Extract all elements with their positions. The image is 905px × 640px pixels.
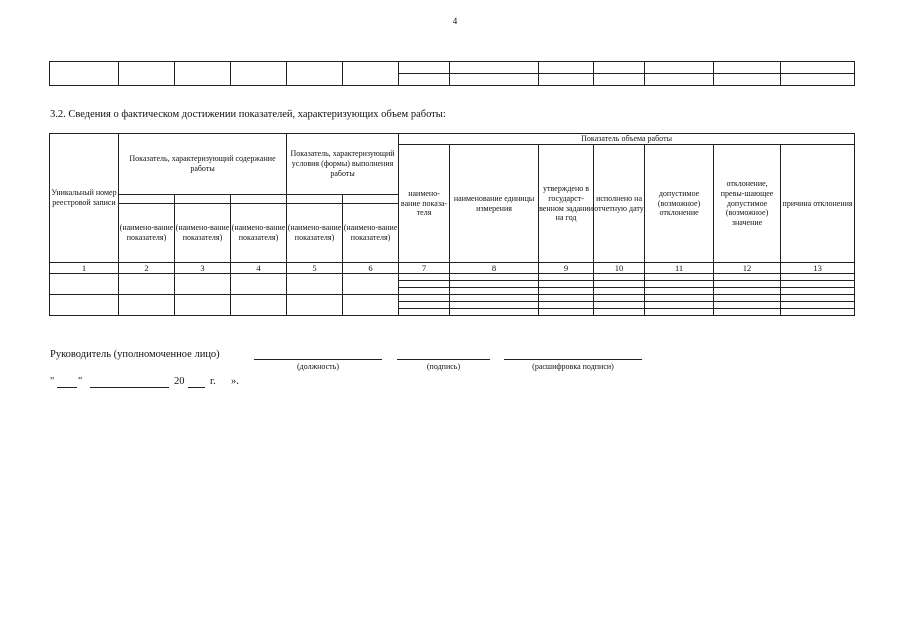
table-cell xyxy=(119,274,175,295)
table-cell xyxy=(231,295,287,316)
table-cell xyxy=(594,74,645,86)
table-cell xyxy=(231,274,287,295)
table-cell xyxy=(781,281,855,288)
table-cell xyxy=(781,288,855,295)
table-cell xyxy=(714,74,781,86)
table-cell xyxy=(539,295,594,302)
table-row xyxy=(50,295,855,302)
date-close-quote: " xyxy=(78,376,83,387)
position-caption: (должность) xyxy=(297,362,339,371)
header-subname: (наимено-вание показателя) xyxy=(287,204,343,263)
date-open-quote: " xyxy=(50,376,55,387)
date-year-prefix: 20 xyxy=(174,376,185,387)
table-cell xyxy=(119,195,175,204)
header-col12: отклонение, превы-шающее допустимое (возможное) значение xyxy=(714,145,781,263)
table-cell xyxy=(450,302,539,309)
column-number-row xyxy=(50,263,855,274)
date-month-line[interactable] xyxy=(90,387,169,388)
table-cell xyxy=(231,195,287,204)
table-cell xyxy=(450,309,539,316)
table-cell xyxy=(645,62,714,74)
table-cell xyxy=(231,62,287,86)
table-cell xyxy=(645,302,714,309)
table-cell xyxy=(50,295,119,316)
continuation-table xyxy=(49,61,855,86)
table-cell xyxy=(287,62,343,86)
date-day-line[interactable] xyxy=(57,387,77,388)
table-cell xyxy=(539,302,594,309)
table-cell xyxy=(714,295,781,302)
table-cell xyxy=(399,281,450,288)
table-cell xyxy=(399,302,450,309)
table-cell xyxy=(645,288,714,295)
table-cell xyxy=(714,62,781,74)
table-cell xyxy=(645,281,714,288)
column-number: 9 xyxy=(539,263,594,274)
column-number: 1 xyxy=(50,263,119,274)
column-number: 2 xyxy=(119,263,175,274)
table-cell xyxy=(781,74,855,86)
table-cell xyxy=(450,295,539,302)
table-cell xyxy=(450,281,539,288)
table-cell xyxy=(399,74,450,86)
section-title: 3.2. Сведения о фактическом достижении показателей, характеризующих объем работы: xyxy=(50,109,446,120)
table-cell xyxy=(287,274,343,295)
work-volume-table xyxy=(49,133,855,316)
table-cell xyxy=(714,274,781,281)
position-line[interactable] xyxy=(254,359,382,360)
table-cell xyxy=(781,274,855,281)
header-subname: (наимено-вание показателя) xyxy=(343,204,399,263)
table-header-row xyxy=(50,134,855,145)
table-cell xyxy=(343,295,399,316)
table-cell xyxy=(594,295,645,302)
table-cell xyxy=(781,295,855,302)
column-number: 3 xyxy=(175,263,231,274)
table-cell xyxy=(714,281,781,288)
table-cell xyxy=(781,302,855,309)
table-cell xyxy=(175,62,231,86)
header-volume-group: Показатель объема работы xyxy=(399,134,855,145)
table-cell xyxy=(781,309,855,316)
column-number: 8 xyxy=(450,263,539,274)
signature-caption: (подпись) xyxy=(426,362,461,371)
table-cell xyxy=(645,295,714,302)
table-cell xyxy=(175,295,231,316)
table-cell xyxy=(539,288,594,295)
table-cell xyxy=(119,62,175,86)
table-cell xyxy=(539,62,594,74)
table-cell xyxy=(539,281,594,288)
table-cell xyxy=(594,288,645,295)
column-number: 4 xyxy=(231,263,287,274)
header-col7: наимено-вание показа-теля xyxy=(399,145,450,263)
table-cell xyxy=(539,309,594,316)
date-year-line[interactable] xyxy=(188,387,205,388)
table-cell xyxy=(645,309,714,316)
header-col11: допустимое (возможное) отклонение xyxy=(645,145,714,263)
table-cell xyxy=(594,274,645,281)
column-number: 5 xyxy=(287,263,343,274)
page-number: 4 xyxy=(452,16,458,26)
table-cell xyxy=(287,295,343,316)
header-unique-number: Уникальный номер реестровой записи xyxy=(50,134,119,263)
column-number: 11 xyxy=(645,263,714,274)
table-cell xyxy=(50,62,119,86)
table-cell xyxy=(714,309,781,316)
signature-line[interactable] xyxy=(397,359,490,360)
column-number: 12 xyxy=(714,263,781,274)
header-subname: (наимено-вание показателя) xyxy=(119,204,175,263)
table-cell xyxy=(343,195,399,204)
decoding-caption: (расшифровка подписи) xyxy=(532,362,614,371)
table-cell xyxy=(399,274,450,281)
table-cell xyxy=(645,74,714,86)
table-cell xyxy=(119,295,175,316)
header-col9: утверждено в государст-венном задании на год xyxy=(539,145,594,263)
table-cell xyxy=(399,288,450,295)
column-number: 6 xyxy=(343,263,399,274)
table-cell xyxy=(714,302,781,309)
table-cell xyxy=(399,62,450,74)
signatory-label: Руководитель (уполномоченное лицо) xyxy=(50,349,220,360)
table-cell xyxy=(50,274,119,295)
header-col13: причина отклонения xyxy=(781,145,855,263)
table-cell xyxy=(594,62,645,74)
table-cell xyxy=(343,62,399,86)
date-year-suffix: г. xyxy=(210,376,216,387)
table-row xyxy=(50,62,855,74)
header-subname: (наимено-вание показателя) xyxy=(231,204,287,263)
table-cell xyxy=(450,62,539,74)
table-row xyxy=(50,274,855,281)
table-cell xyxy=(450,74,539,86)
table-cell xyxy=(714,288,781,295)
header-content-group: Показатель, характеризующий содержание работы xyxy=(119,134,287,195)
table-cell xyxy=(175,274,231,295)
table-cell xyxy=(781,62,855,74)
column-number: 10 xyxy=(594,263,645,274)
table-cell xyxy=(175,195,231,204)
decoding-line[interactable] xyxy=(504,359,642,360)
table-cell xyxy=(594,281,645,288)
table-cell xyxy=(539,74,594,86)
table-cell xyxy=(450,274,539,281)
date-end: ». xyxy=(231,376,239,387)
header-conditions-group: Показатель, характеризующий условия (формы) выполнения работы xyxy=(287,134,399,195)
table-cell xyxy=(399,309,450,316)
header-col10: исполнено на отчетную дату xyxy=(594,145,645,263)
table-cell xyxy=(539,274,594,281)
table-cell xyxy=(645,274,714,281)
table-cell xyxy=(343,274,399,295)
table-cell xyxy=(594,302,645,309)
column-number: 7 xyxy=(399,263,450,274)
column-number: 13 xyxy=(781,263,855,274)
header-col8: наименование единицы измерения xyxy=(450,145,539,263)
table-cell xyxy=(399,295,450,302)
table-cell xyxy=(594,309,645,316)
header-subname: (наимено-вание показателя) xyxy=(175,204,231,263)
table-cell xyxy=(450,288,539,295)
table-cell xyxy=(287,195,343,204)
